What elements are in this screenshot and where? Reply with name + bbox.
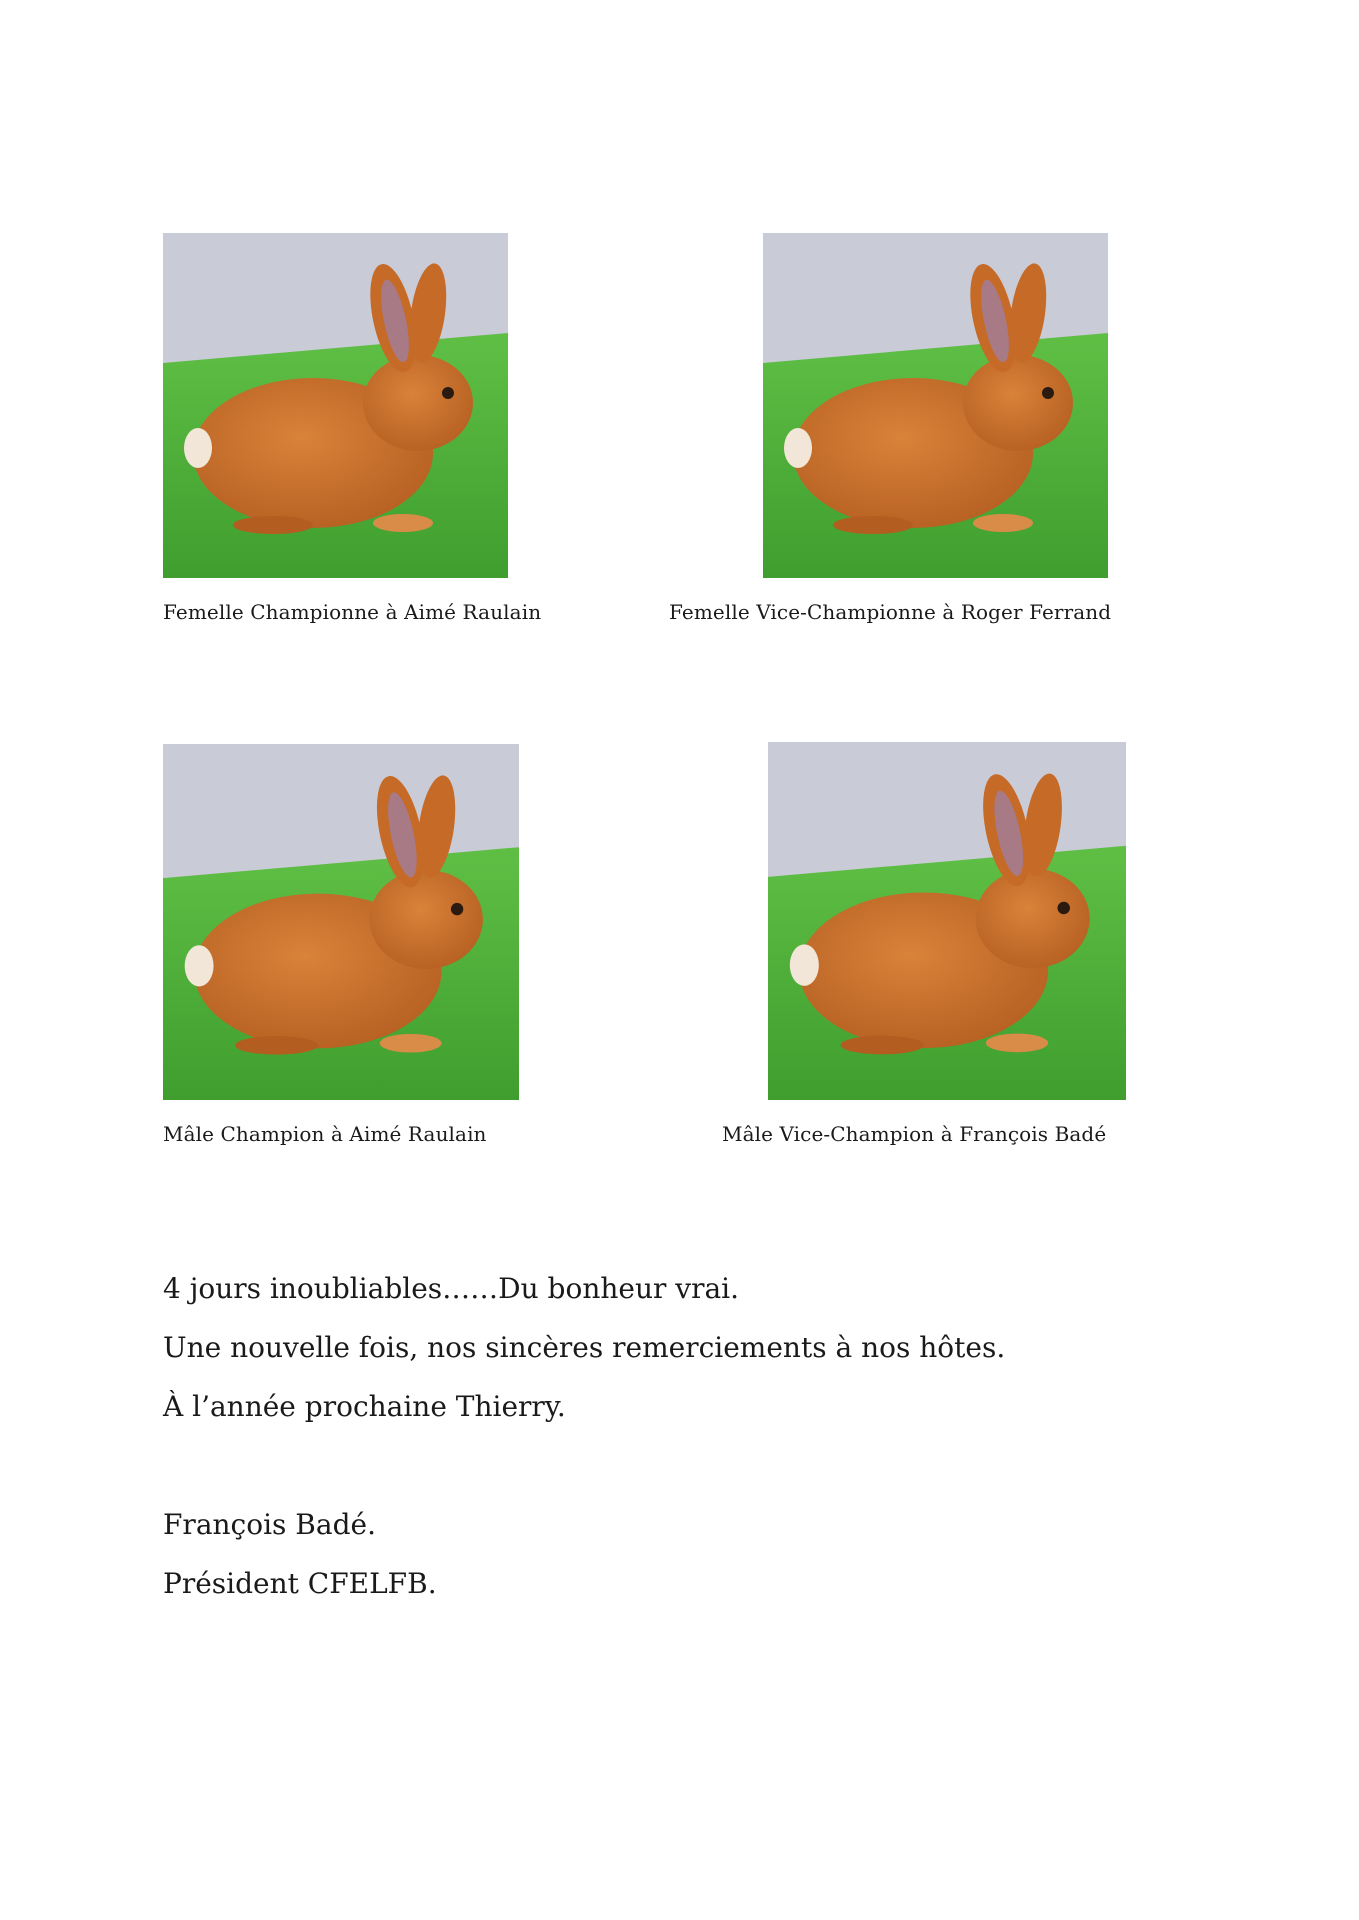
caption-femelle-championne: Femelle Championne à Aimé Raulain <box>163 600 542 624</box>
rabbit-icon <box>163 744 519 1100</box>
caption-femelle-vice-championne: Femelle Vice-Championne à Roger Ferrand <box>669 600 1112 624</box>
rabbit-icon <box>763 233 1108 578</box>
paragraph-2: Une nouvelle fois, nos sincères remerciements à nos hôtes. <box>163 1331 1006 1364</box>
photo-femelle-vice-championne <box>763 233 1108 578</box>
signature-name: François Badé. <box>163 1508 376 1541</box>
photo-femelle-championne <box>163 233 508 578</box>
photo-male-champion <box>163 744 519 1100</box>
photo-male-vice-champion <box>768 742 1126 1100</box>
paragraph-1: 4 jours inoubliables……Du bonheur vrai. <box>163 1272 740 1305</box>
signature-title: Président CFELFB. <box>163 1567 437 1600</box>
rabbit-icon <box>768 742 1126 1100</box>
rabbit-icon <box>163 233 508 578</box>
caption-male-champion: Mâle Champion à Aimé Raulain <box>163 1122 487 1146</box>
caption-male-vice-champion: Mâle Vice-Champion à François Badé <box>722 1122 1107 1146</box>
paragraph-3: À l’année prochaine Thierry. <box>163 1390 566 1423</box>
